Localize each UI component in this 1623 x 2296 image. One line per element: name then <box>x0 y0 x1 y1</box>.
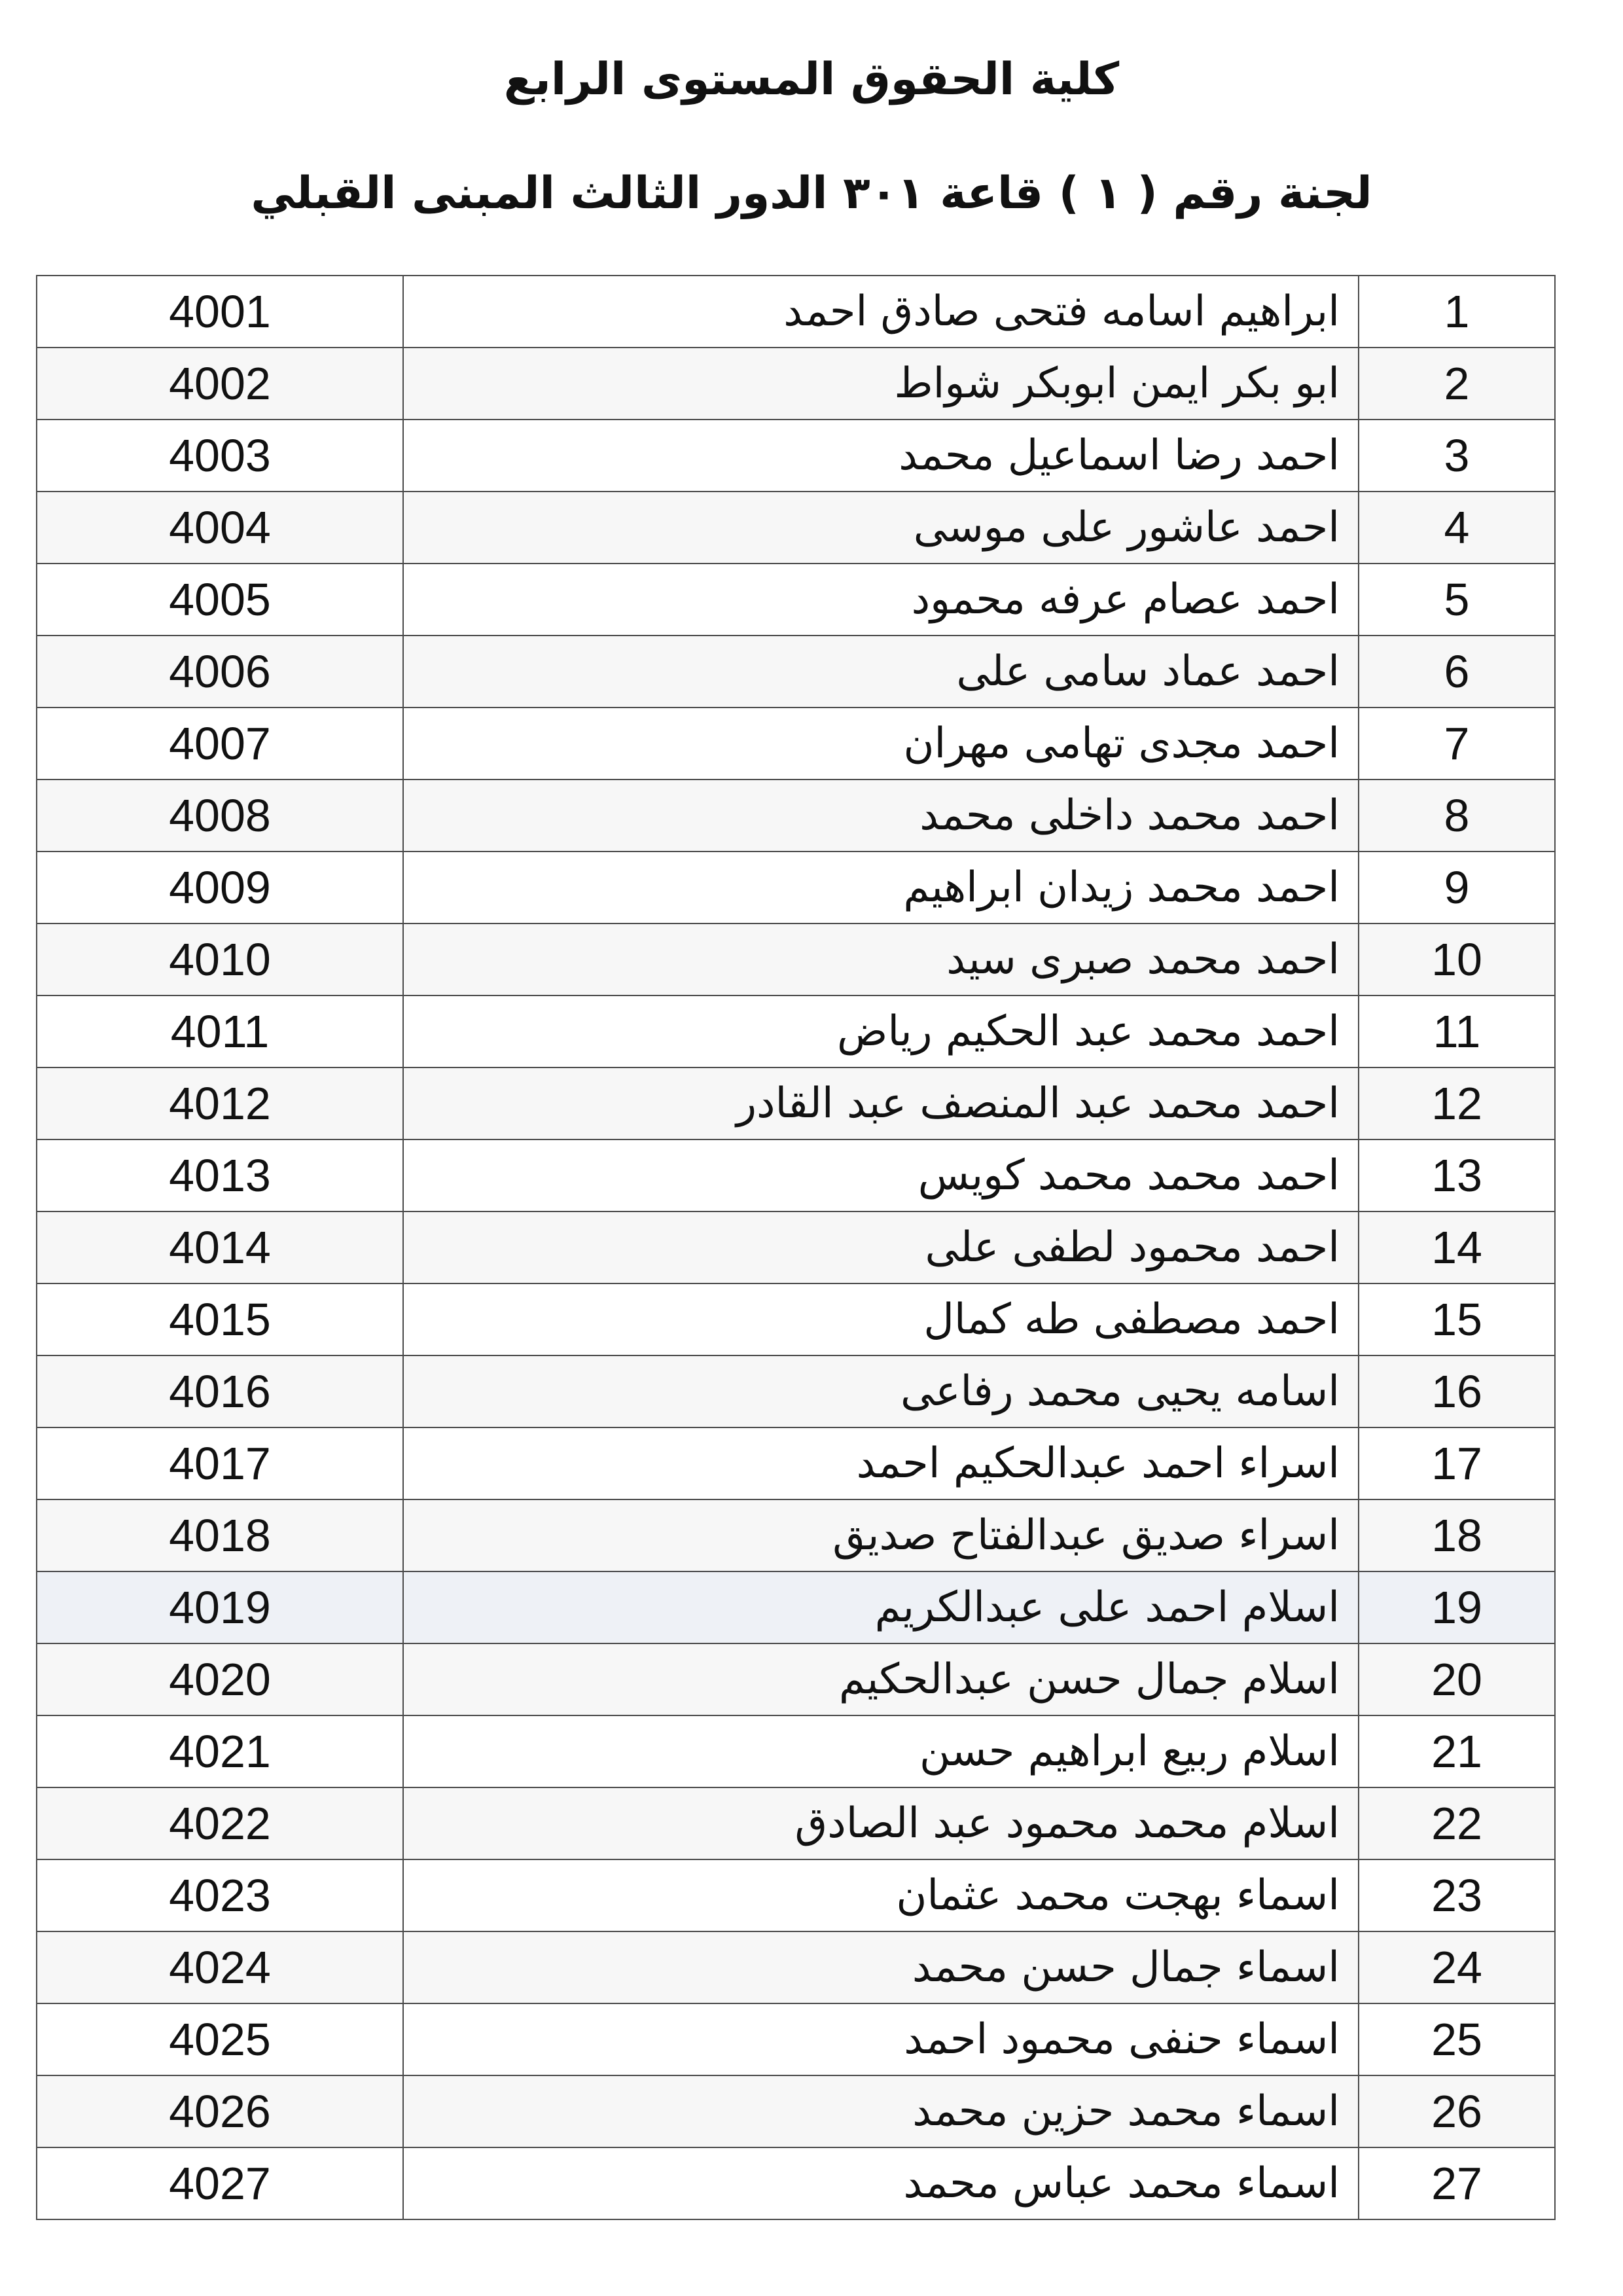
seat-code-cell: 4005 <box>37 564 403 636</box>
table-row <box>37 2147 1555 2219</box>
seat-code-cell: 4012 <box>37 1067 403 1139</box>
student-table <box>36 275 1556 2220</box>
serial-number-cell: 1 <box>1359 276 1555 348</box>
table-row <box>37 708 1555 780</box>
serial-number-cell: 27 <box>1359 2147 1555 2219</box>
student-name-cell: اسلام احمد على عبدالكريم <box>403 1571 1359 1643</box>
table-row <box>37 1067 1555 1139</box>
table-row <box>37 1139 1555 1211</box>
serial-number-cell: 16 <box>1359 1355 1555 1427</box>
student-name-cell: احمد محمود لطفى على <box>403 1211 1359 1283</box>
serial-number-cell: 13 <box>1359 1139 1555 1211</box>
seat-code-cell: 4022 <box>37 1787 403 1859</box>
student-name-cell: احمد محمد داخلى محمد <box>403 780 1359 852</box>
table-row <box>37 2075 1555 2147</box>
table-row <box>37 852 1555 924</box>
table-row <box>37 1715 1555 1787</box>
committee-subtitle: لجنة رقم ( ١ ) قاعة ٣٠١ الدور الثالث المبنى القبلي <box>251 168 1372 219</box>
seat-code-cell: 4020 <box>37 1643 403 1715</box>
student-name-cell: احمد محمد زيدان ابراهيم <box>403 852 1359 924</box>
seat-code-cell: 4006 <box>37 636 403 708</box>
seat-code-cell: 4008 <box>37 780 403 852</box>
serial-number-cell: 14 <box>1359 1211 1555 1283</box>
table-row <box>37 1283 1555 1355</box>
student-name-cell: اسراء احمد عبدالحكيم احمد <box>403 1427 1359 1499</box>
seat-code-cell: 4018 <box>37 1499 403 1571</box>
serial-number-cell: 4 <box>1359 492 1555 564</box>
table-row <box>37 1571 1555 1643</box>
seat-code-cell: 4019 <box>37 1571 403 1643</box>
student-name-cell: ابو بكر ايمن ابوبكر شواط <box>403 348 1359 420</box>
table-row <box>37 924 1555 996</box>
seat-code-cell: 4024 <box>37 1931 403 2003</box>
seat-code-cell: 4026 <box>37 2075 403 2147</box>
seat-code-cell: 4027 <box>37 2147 403 2219</box>
serial-number-cell: 23 <box>1359 1859 1555 1931</box>
table-row <box>37 1499 1555 1571</box>
serial-number-cell: 15 <box>1359 1283 1555 1355</box>
table-row <box>37 1931 1555 2003</box>
serial-number-cell: 12 <box>1359 1067 1555 1139</box>
serial-number-cell: 6 <box>1359 636 1555 708</box>
seat-code-cell: 4017 <box>37 1427 403 1499</box>
serial-number-cell: 17 <box>1359 1427 1555 1499</box>
table-row <box>37 492 1555 564</box>
table-row <box>37 636 1555 708</box>
serial-number-cell: 21 <box>1359 1715 1555 1787</box>
serial-number-cell: 7 <box>1359 708 1555 780</box>
student-name-cell: اسراء صديق عبدالفتاح صديق <box>403 1499 1359 1571</box>
student-name-cell: احمد مجدى تهامى مهران <box>403 708 1359 780</box>
seat-code-cell: 4023 <box>37 1859 403 1931</box>
serial-number-cell: 26 <box>1359 2075 1555 2147</box>
student-name-cell: اسلام محمد محمود عبد الصادق <box>403 1787 1359 1859</box>
table-row <box>37 1355 1555 1427</box>
student-name-cell: اسامه يحيى محمد رفاعى <box>403 1355 1359 1427</box>
serial-number-cell: 9 <box>1359 852 1555 924</box>
seat-code-cell: 4014 <box>37 1211 403 1283</box>
student-name-cell: احمد مصطفى طه كمال <box>403 1283 1359 1355</box>
table-row <box>37 1211 1555 1283</box>
serial-number-cell: 11 <box>1359 996 1555 1067</box>
serial-number-cell: 8 <box>1359 780 1555 852</box>
table-row <box>37 420 1555 492</box>
table-row <box>37 1643 1555 1715</box>
seat-code-cell: 4025 <box>37 2003 403 2075</box>
student-name-cell: اسماء حنفى محمود احمد <box>403 2003 1359 2075</box>
table-row <box>37 564 1555 636</box>
seat-code-cell: 4016 <box>37 1355 403 1427</box>
seat-code-cell: 4015 <box>37 1283 403 1355</box>
serial-number-cell: 3 <box>1359 420 1555 492</box>
seat-code-cell: 4009 <box>37 852 403 924</box>
seat-code-cell: 4011 <box>37 996 403 1067</box>
seat-code-cell: 4013 <box>37 1139 403 1211</box>
seat-code-cell: 4003 <box>37 420 403 492</box>
table-row <box>37 1427 1555 1499</box>
student-table-body <box>37 276 1555 2219</box>
serial-number-cell: 20 <box>1359 1643 1555 1715</box>
serial-number-cell: 10 <box>1359 924 1555 996</box>
serial-number-cell: 24 <box>1359 1931 1555 2003</box>
student-name-cell: احمد عماد سامى على <box>403 636 1359 708</box>
serial-number-cell: 25 <box>1359 2003 1555 2075</box>
table-row <box>37 1787 1555 1859</box>
seat-code-cell: 4010 <box>37 924 403 996</box>
table-row <box>37 1859 1555 1931</box>
student-name-cell: اسماء بهجت محمد عثمان <box>403 1859 1359 1931</box>
student-name-cell: احمد محمد عبد المنصف عبد القادر <box>403 1067 1359 1139</box>
student-name-cell: اسلام ربيع ابراهيم حسن <box>403 1715 1359 1787</box>
table-row <box>37 348 1555 420</box>
student-name-cell: ابراهيم اسامه فتحى صادق احمد <box>403 276 1359 348</box>
student-name-cell: اسلام جمال حسن عبدالحكيم <box>403 1643 1359 1715</box>
student-name-cell: احمد عصام عرفه محمود <box>403 564 1359 636</box>
serial-number-cell: 5 <box>1359 564 1555 636</box>
serial-number-cell: 22 <box>1359 1787 1555 1859</box>
student-name-cell: اسماء جمال حسن محمد <box>403 1931 1359 2003</box>
table-row <box>37 2003 1555 2075</box>
student-name-cell: احمد رضا اسماعيل محمد <box>403 420 1359 492</box>
student-name-cell: اسماء محمد حزين محمد <box>403 2075 1359 2147</box>
page-title: كلية الحقوق المستوى الرابع <box>503 54 1120 105</box>
seat-code-cell: 4007 <box>37 708 403 780</box>
student-name-cell: احمد محمد عبد الحكيم رياض <box>403 996 1359 1067</box>
seat-code-cell: 4004 <box>37 492 403 564</box>
student-name-cell: اسماء محمد عباس محمد <box>403 2147 1359 2219</box>
serial-number-cell: 19 <box>1359 1571 1555 1643</box>
table-row <box>37 996 1555 1067</box>
seat-code-cell: 4021 <box>37 1715 403 1787</box>
seat-code-cell: 4002 <box>37 348 403 420</box>
serial-number-cell: 2 <box>1359 348 1555 420</box>
table-row <box>37 276 1555 348</box>
student-name-cell: احمد محمد محمد كويس <box>403 1139 1359 1211</box>
student-name-cell: احمد عاشور على موسى <box>403 492 1359 564</box>
seat-code-cell: 4001 <box>37 276 403 348</box>
table-row <box>37 780 1555 852</box>
serial-number-cell: 18 <box>1359 1499 1555 1571</box>
student-name-cell: احمد محمد صبرى سيد <box>403 924 1359 996</box>
